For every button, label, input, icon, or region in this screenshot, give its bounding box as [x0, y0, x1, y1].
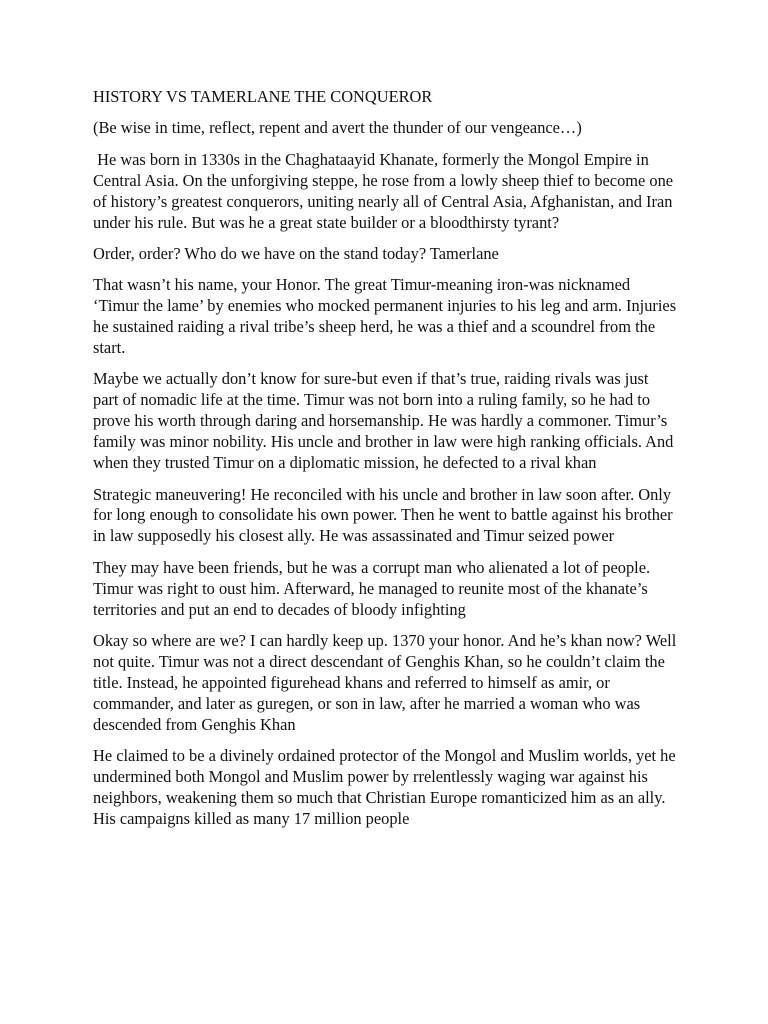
paragraph: He was born in 1330s in the Chaghataayid Khanate, formerly the Mongol Empire in Central Asia. On the unforgiving steppe, he rose from a lowly sheep thief to become one of history’s greatest conquerors, uniting nearly all of Central Asia, Afghanistan, and Iran under his rule. But was he a great state builder or a bloodthirsty tyrant?	[93, 149, 678, 232]
document-title: HISTORY VS TAMERLANE THE CONQUEROR	[93, 87, 433, 106]
paragraph: Strategic maneuvering! He reconciled with his uncle and brother in law soon after. Only for long enough to consolidate his own power. Then he went to battle against his brother in law supposedly his closest ally. He was assassinated and Timur seized power	[93, 484, 673, 546]
paragraph: They may have been friends, but he was a corrupt man who alienated a lot of people. Timur was right to oust him. Afterward, he managed to reunite most of the khanate’s territories and put an end to decades of bloody infighting	[93, 557, 651, 619]
paragraph: Maybe we actually don’t know for sure-but even if that’s true, raiding rivals was just part of nomadic life at the time. Timur was not born into a ruling family, so he had to prove his worth through daring and horsemanship. He was hardly a commoner. Timur’s family was minor nobility. His uncle and brother in law were high ranking officials. And when they trusted Timur on a diplomatic mission, he defected to a rival khan	[93, 369, 674, 473]
paragraph: That wasn’t his name, your Honor. The great Timur-meaning iron-was nicknamed ‘Timur the lame’ by enemies who mocked permanent injuries to his leg and arm. Injuries he sustained raiding a rival tribe’s sheep herd, he was a thief and a scoundrel from the start.	[93, 275, 677, 358]
paragraph: He claimed to be a divinely ordained protector of the Mongol and Muslim worlds, yet he undermined both Mongol and Muslim power by rrelentlessly waging war against his neighbors, weakening them so much that Christian Europe romanticized him as an ally. His campaigns killed as many 17 million people	[93, 745, 676, 828]
paragraph: Okay so where are we? I can hardly keep up. 1370 your honor. And he’s khan now? Well not quite. Timur was not a direct descendant of Genghis Khan, so he couldn’t claim the title. Instead, he appointed figurehead khans and referred to himself as amir, or commander, and later as guregen, or son in law, after he married a woman who was descended from Genghis Khan	[93, 630, 677, 734]
document-body	[93, 87, 678, 840]
paragraph: Order, order? Who do we have on the stand today? Tamerlane	[93, 243, 499, 263]
epigraph: (Be wise in time, reflect, repent and avert the thunder of our vengeance…)	[93, 118, 582, 138]
